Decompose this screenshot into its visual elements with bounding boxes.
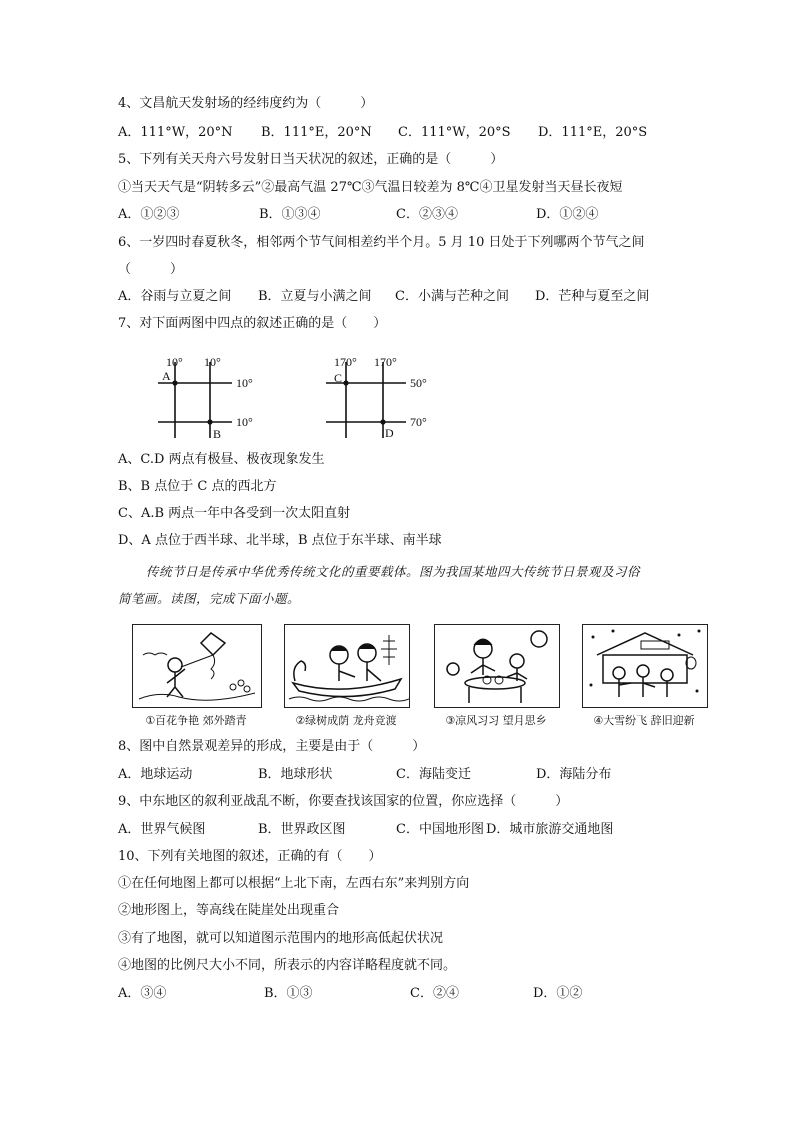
snow-new-year-scene-icon: [583, 625, 707, 707]
festival-panel-1: [132, 624, 262, 708]
q8-option-b: B．地球形状: [258, 767, 333, 782]
festival-panel-2: [284, 624, 410, 708]
point-d-label: D: [385, 426, 394, 440]
dragon-boat-scene-icon: [285, 625, 409, 707]
q6-option-d: D．芒种与夏至之间: [535, 289, 650, 304]
q8-option-a: A．地球运动: [118, 767, 193, 782]
q9-option-d: D．城市旅游交通地图: [486, 822, 614, 837]
q10-option-b: B．①③: [264, 986, 313, 1001]
q6-stem-line1: 6、一岁四时春夏秋冬，相邻两个节气间相差约半个月。5 月 10 日处于下列哪两个节气之间: [118, 235, 645, 250]
q6-option-b: B．立夏与小满之间: [258, 289, 372, 304]
q10-statement-2: ②地形图上，等高线在陡崖处出现重合: [118, 903, 340, 918]
q10-stem: 10、下列有关地图的叙述，正确的有（ ）: [118, 849, 382, 864]
moon-watching-scene-icon: [435, 625, 559, 707]
q7-option-d: D、A 点位于西半球、北半球，B 点位于东半球、南半球: [118, 533, 442, 548]
q10-option-c: C．②④: [410, 986, 459, 1001]
q7-option-a: A、C.D 两点有极昼、极夜现象发生: [118, 452, 325, 467]
q6-stem-line2: （ ）: [118, 262, 184, 277]
q8-option-d: D．海陆分布: [536, 767, 612, 782]
right-top-label-1: 170°: [334, 355, 357, 369]
q10-statement-4: ④地图的比例尺大小不同，所表示的内容详略程度就不同。: [118, 958, 457, 973]
q5-option-b: B．①③④: [259, 207, 321, 222]
q4-stem: 4、文昌航天发射场的经纬度约为（ ）: [118, 96, 374, 111]
festival-panel-4: [582, 624, 708, 708]
festival-intro-line2: 简笔画。读图，完成下面小题。: [118, 591, 301, 606]
q10-statement-1: ①在任何地图上都可以根据“上北下南，左西右东”来判别方向: [118, 876, 470, 891]
q5-option-c: C．②③④: [396, 207, 458, 222]
q4-option-b: B．111°E，20°N: [261, 125, 372, 140]
q8-stem: 8、图中自然景观差异的形成，主要是由于（ ）: [118, 739, 426, 754]
festival-caption-4: ④大雪纷飞 辞旧迎新: [593, 714, 695, 727]
festival-caption-1: ①百花争艳 郊外踏青: [145, 714, 247, 727]
q4-option-d: D．111°E，20°S: [538, 125, 648, 140]
q10-option-d: D．①②: [533, 986, 583, 1001]
q7-stem: 7、对下面两图中四点的叙述正确的是（ ）: [118, 316, 387, 331]
q5-statements: ①当天天气是“阴转多云”②最高气温 27℃③气温日较差为 8℃④卫星发射当天昼长夜短: [118, 180, 623, 195]
q6-option-c: C．小满与芒种之间: [395, 289, 509, 304]
q7-option-c: C、A.B 两点一年中各受到一次太阳直射: [118, 506, 351, 521]
festival-caption-2: ②绿树成荫 龙舟竞渡: [295, 714, 397, 727]
point-c-label: C: [334, 371, 343, 385]
point-b-label: B: [213, 427, 222, 441]
right-right-label-1: 50°: [410, 376, 427, 390]
q9-option-a: A．世界气候图: [118, 822, 206, 837]
q7-figure-right: [318, 350, 448, 445]
right-top-label-2: 170°: [374, 355, 397, 369]
q10-option-a: A．③④: [118, 986, 167, 1001]
kite-flying-scene-icon: [133, 625, 261, 707]
festival-panel-3: [434, 624, 560, 708]
right-right-label-2: 70°: [410, 415, 427, 429]
point-a-label: A: [162, 369, 171, 383]
q5-stem: 5、下列有关天舟六号发射日当天状况的叙述，正确的是（ ）: [118, 152, 504, 167]
q9-option-c: C．中国地形图: [396, 822, 484, 837]
festival-intro-line1: 传统节日是传承中华优秀传统文化的重要载体。图为我国某地四大传统节日景观及习俗: [146, 564, 641, 579]
q5-option-a: A．①②③: [118, 207, 180, 222]
q4-option-c: C．111°W，20°S: [398, 125, 511, 140]
left-right-label-2: 10°: [236, 415, 253, 429]
festival-caption-3: ③凉风习习 望月思乡: [445, 714, 547, 727]
q10-statement-3: ③有了地图，就可以知道图示范围内的地形高低起伏状况: [118, 931, 444, 946]
q6-option-a: A．谷雨与立夏之间: [118, 289, 232, 304]
q4-option-a: A．111°W，20°N: [118, 125, 233, 140]
q9-stem: 9、中东地区的叙利亚战乱不断，你要查找该国家的位置，你应选择（ ）: [118, 794, 569, 809]
q7-option-b: B、B 点位于 C 点的西北方: [118, 479, 277, 494]
left-top-label-2: 10°: [204, 355, 221, 369]
q7-figure-left: [150, 350, 280, 445]
q5-option-d: D．①②④: [536, 207, 599, 222]
q8-option-c: C．海陆变迁: [396, 767, 471, 782]
q9-option-b: B．世界政区图: [258, 822, 346, 837]
left-right-label-1: 10°: [236, 376, 253, 390]
left-top-label-1: 10°: [166, 355, 183, 369]
